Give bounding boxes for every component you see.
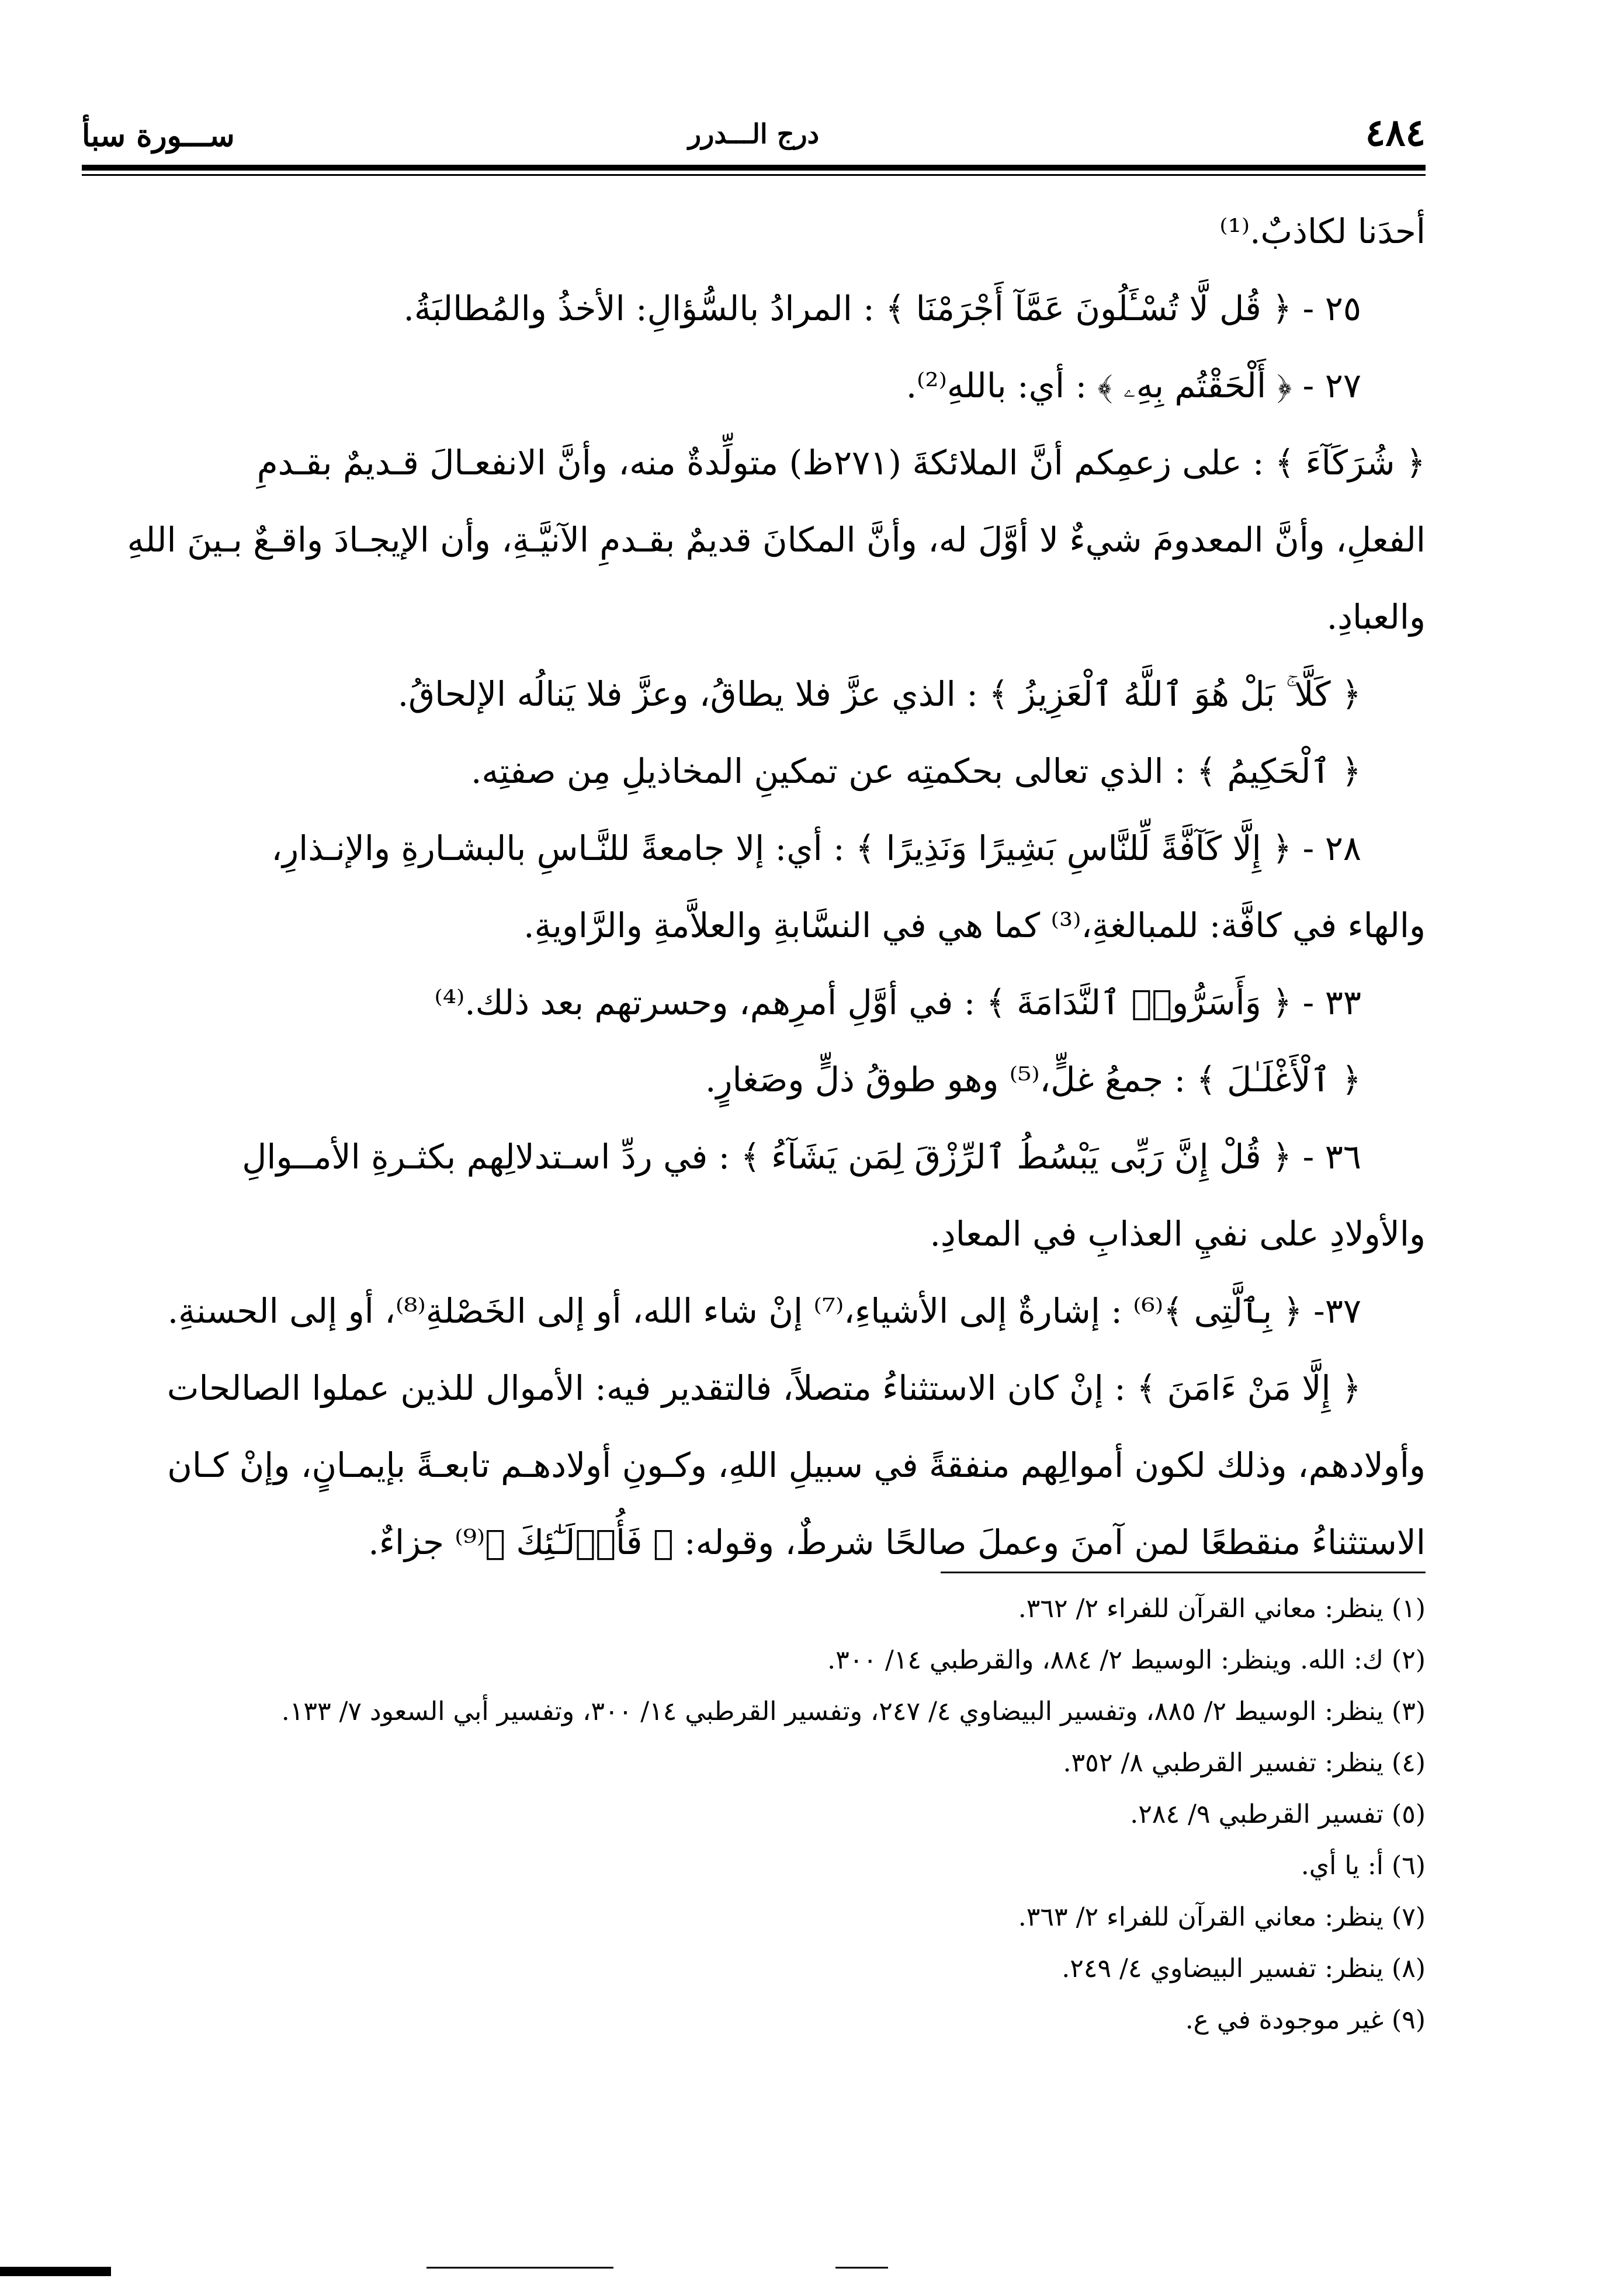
scan-mark	[835, 2267, 888, 2269]
book-title: درج الـــدرر	[688, 118, 820, 150]
header-rule-thick	[82, 165, 1426, 171]
text-line: ٣٣ - ﴿ وَأَسَرُّوا۟ ٱلنَّدَامَةَ ﴾ : في أوَّلِ أمرِهم، وحسرتهم بعد ذلك.⁽⁴⁾	[434, 983, 1361, 1022]
text-line: ٣٦ - ﴿ قُلْ إِنَّ رَبِّى يَبْسُطُ ٱلرِّزْقَ لِمَن يَشَآءُ ﴾ : في ردِّ اسـتدلالِهم بكثـرةِ الأمــوالِ	[242, 1137, 1361, 1177]
text-line: والهاء في كافَّة: للمبالغةِ،⁽³⁾ كما هي في النسَّابةِ والعلاَّمةِ والرَّاويةِ.	[523, 906, 1426, 945]
text-line: ﴿ إِلَّا مَنْ ءَامَنَ ﴾ : إنْ كان الاستثناءُ متصلاً، فالتقدير فيه: الأموال للذين عملوا الصالحات	[167, 1368, 1361, 1408]
footnotes	[82, 1583, 1426, 2046]
footnote: (٩) غير موجودة في ع.	[1185, 2005, 1426, 2035]
footnote: (٤) ينظر: تفسير القرطبي ٨/ ٣٥٢.	[1063, 1748, 1426, 1778]
scan-mark	[0, 2267, 111, 2276]
footnote: (٥) تفسير القرطبي ٩/ ٢٨٤.	[1130, 1799, 1426, 1829]
text-line: والأولادِ على نفيِ العذابِ في المعادِ.	[930, 1214, 1426, 1254]
footnote: (٣) ينظر: الوسيط ٢/ ٨٨٥، وتفسير البيضاوي ٤/ ٢٤٧، وتفسير القرطبي ١٤/ ٣٠٠، وتفسير أبي السعود ٧/ ١٣٣.	[281, 1697, 1426, 1726]
text-line: ٢٥ - ﴿ قُل لَّا تُسْـَٔلُونَ عَمَّآ أَجْرَمْنَا ﴾ : المرادُ بالسُّؤالِ: الأخذُ والمُطالبَةُ.	[403, 289, 1361, 328]
text-line: ﴿ ٱلْأَغْلَـٰلَ ﴾ : جمعُ غلٍّ،⁽⁵⁾ وهو طوقُ ذلٍّ وصَغارٍ.	[705, 1060, 1361, 1100]
footnote-rule	[941, 1572, 1426, 1573]
surah-name: ســـورة سبأ	[82, 118, 235, 154]
footnote: (٨) ينظر: تفسير البيضاوي ٤/ ٢٤٩.	[1062, 1954, 1426, 1983]
scan-edge-marks	[0, 2267, 1609, 2278]
text-line: الفعلِ، وأنَّ المعدومَ شيءٌ لا أوَّلَ له، وأنَّ المكانَ قديمٌ بقـدمِ الآنيَّـةِ، وأن الإيجـادَ واقـعٌ بـينَ اللهِ	[127, 520, 1426, 560]
text-line: ٣٧- ﴿ بِٱلَّتِى ﴾⁽⁶⁾ : إشارةٌ إلى الأشياءِ،⁽⁷⁾ إنْ شاء الله، أو إلى الخَصْلةِ⁽⁸⁾، أو إلى الحسنةِ.	[167, 1291, 1361, 1331]
footnote: (٢) ك: الله. وينظر: الوسيط ٢/ ٨٨٤، والقرطبي ١٤/ ٣٠٠.	[827, 1645, 1426, 1675]
text-line: الاستثناءُ منقطعًا لمن آمنَ وعملَ صالحًا شرطٌ، وقوله: ﴿ فَأُو۟لَـٰٓئِكَ ﴾⁽⁹⁾ جزاءٌ.	[368, 1522, 1426, 1562]
text-line: أحدَنا لكاذبٌ.⁽¹⁾	[1219, 211, 1426, 251]
footnote: (٧) ينظر: معاني القرآن للفراء ٢/ ٣٦٣.	[1018, 1902, 1426, 1932]
text-line: ﴿ ٱلْحَكِيمُ ﴾ : الذي تعالى بحكمتِه عن تمكينِ المخاذيلِ مِن صفتِه.	[470, 751, 1361, 791]
footnote: (٦) أ: يا أي.	[1301, 1851, 1426, 1881]
text-line: ﴿ شُرَكَآءَ ﴾ : على زعمِكم أنَّ الملائكةَ (٢٧١ظ) متولِّدةٌ منه، وأنَّ الانفعـالَ قـديمٌ بقـدمِ	[256, 443, 1426, 483]
text-line: ٢٧ - ﴿ أَلْحَقْتُم بِهِۦ ﴾ : أي: باللهِ⁽²⁾.	[906, 366, 1361, 405]
footnote: (١) ينظر: معاني القرآن للفراء ٢/ ٣٦٢.	[1018, 1594, 1426, 1624]
text-line: ٢٨ - ﴿ إِلَّا كَآفَّةً لِّلنَّاسِ بَشِيرًا وَنَذِيرًا ﴾ : أي: إلا جامعةً للنَّـاسِ بالبشـارةِ والإنـذارِ،	[271, 828, 1361, 868]
text-line: وأولادهم، وذلك لكون أموالِهم منفقةً في سبيلِ اللهِ، وكـونِ أولادهـم تابعـةً بإيمـانٍ، وإنْ كـان	[167, 1445, 1426, 1485]
scan-mark	[426, 2267, 613, 2269]
text-line: ﴿ كَلَّا ۚ بَلْ هُوَ ٱللَّهُ ٱلْعَزِيزُ ﴾ : الذي عزَّ فلا يطاقُ، وعزَّ فلا يَنالُه الإلحاقُ.	[397, 674, 1361, 714]
header-rule-thin	[82, 174, 1426, 176]
main-text	[82, 193, 1426, 1581]
page-number: ٤٨٤	[1365, 111, 1426, 155]
text-line: والعبادِ.	[1326, 597, 1426, 637]
page-header	[82, 111, 1426, 158]
